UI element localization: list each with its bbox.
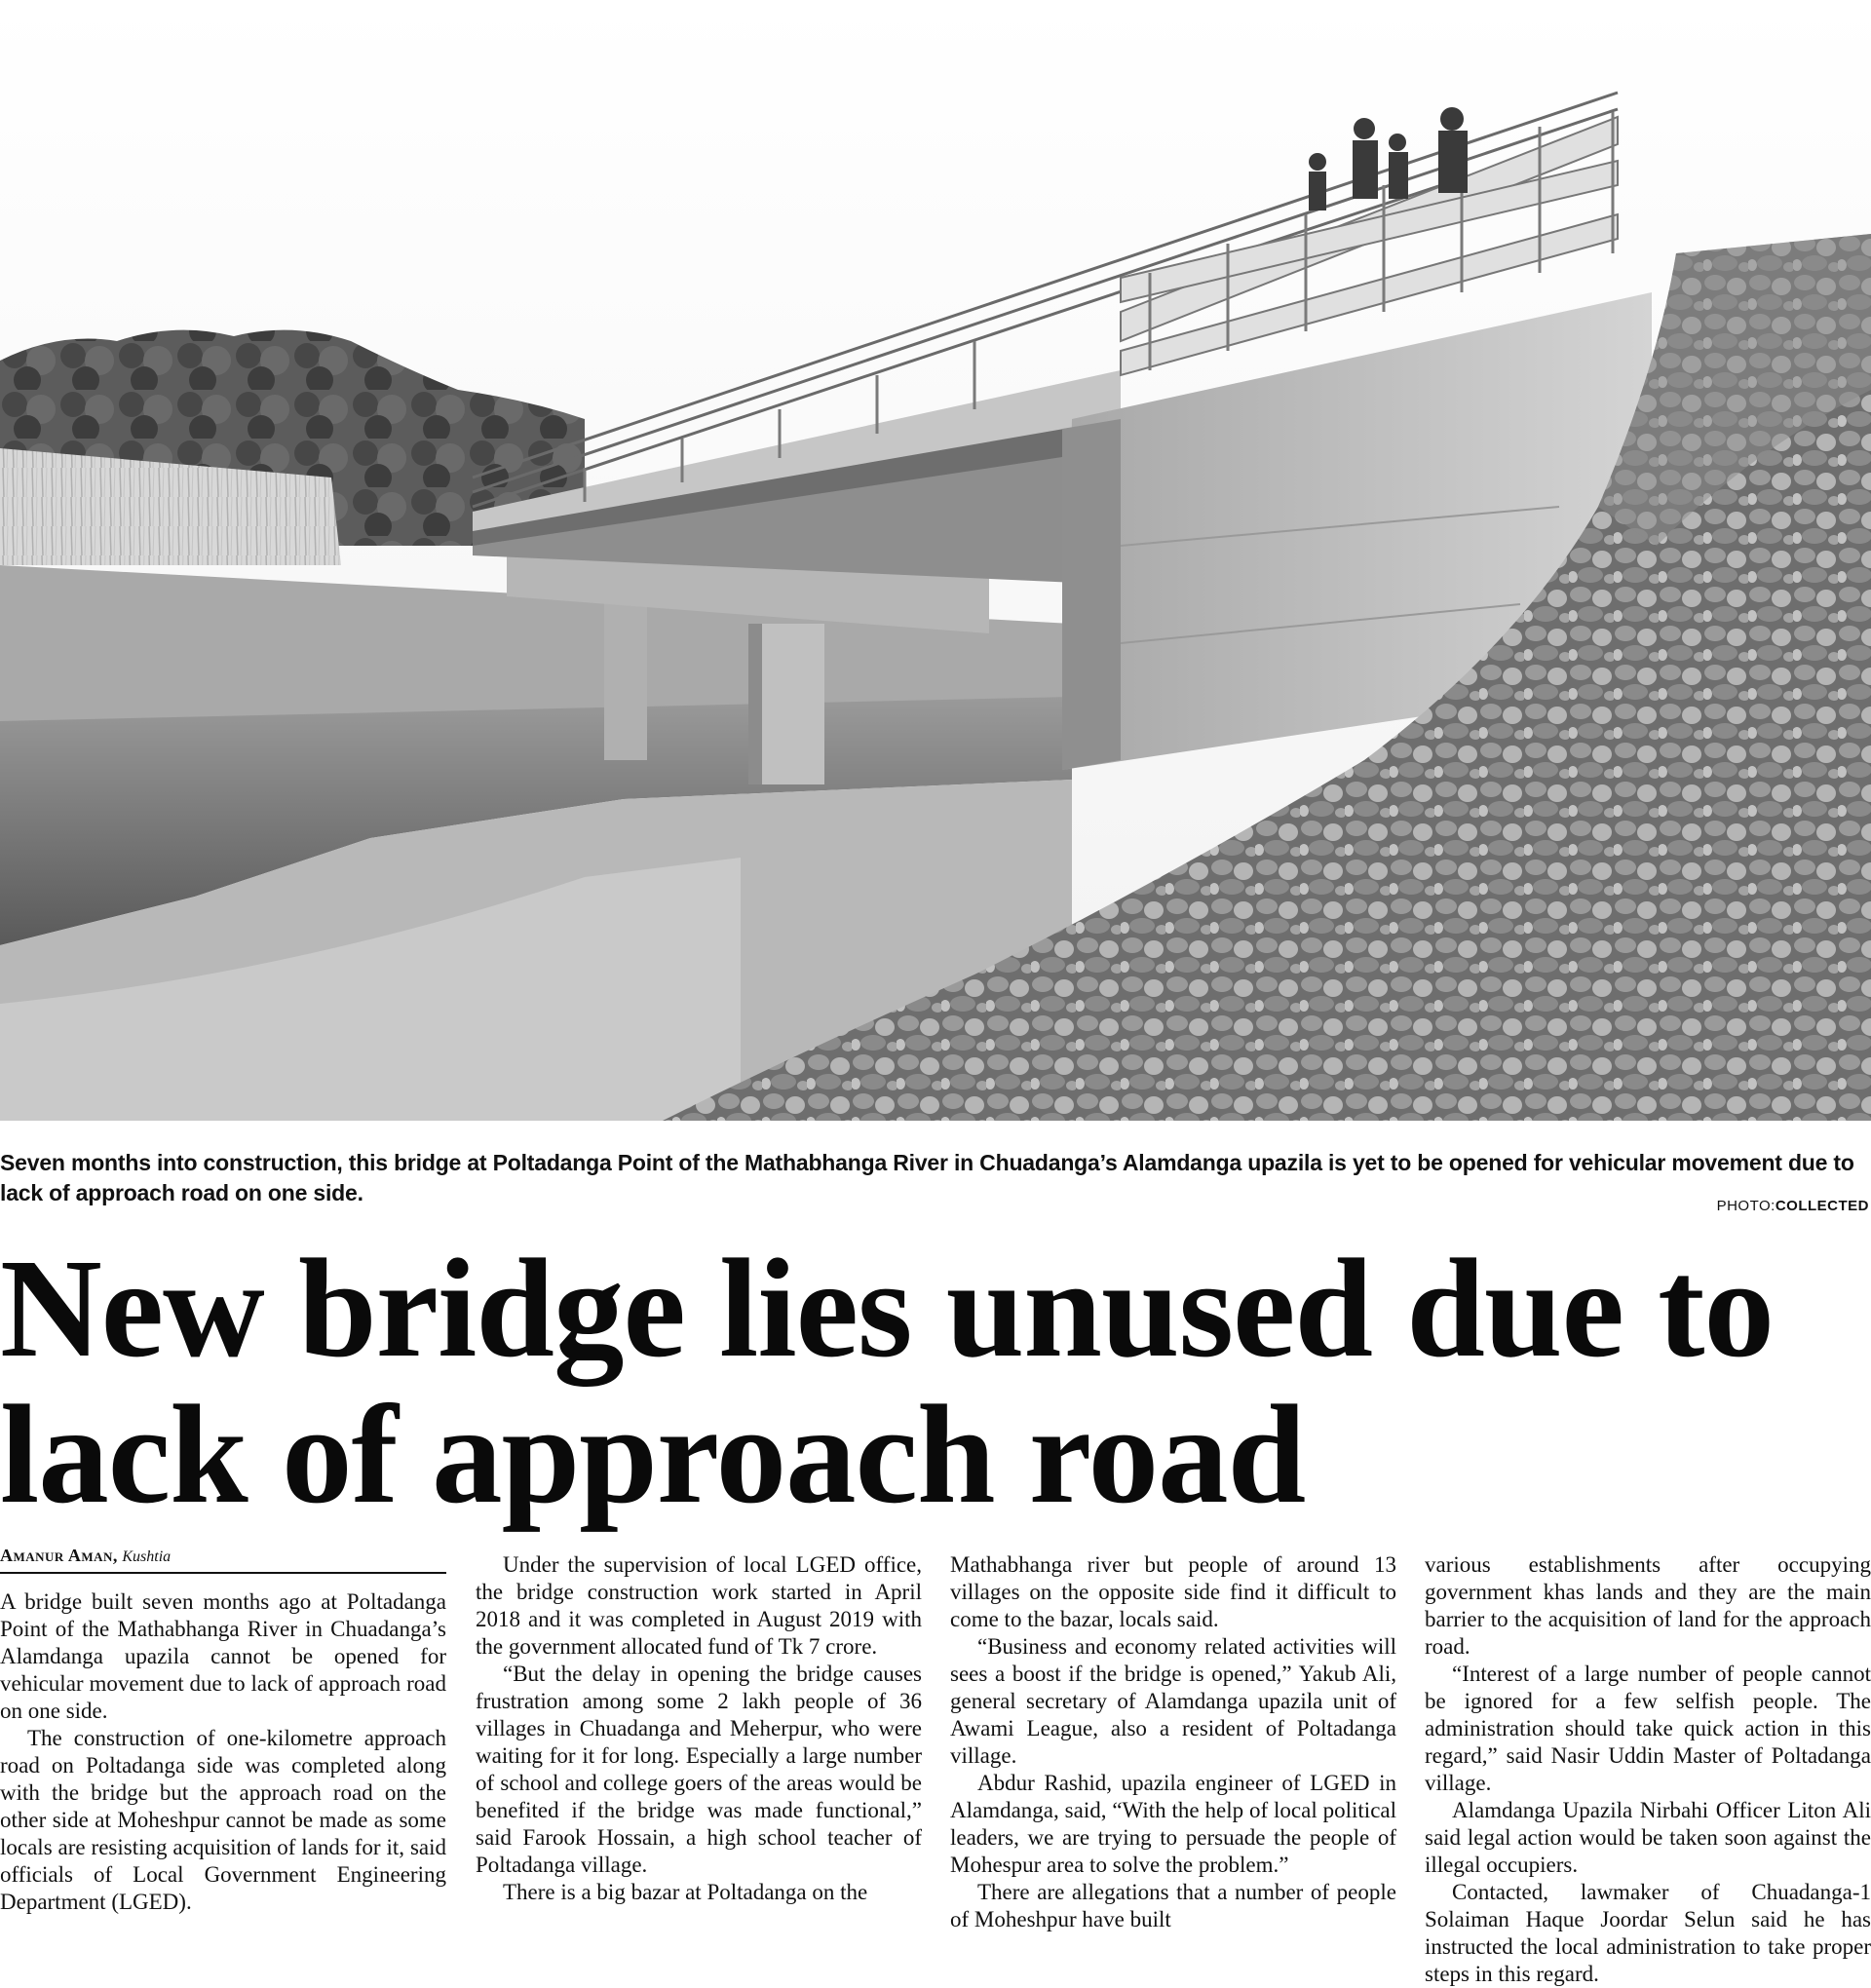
paragraph: “But the delay in opening the bridge causes frustration among some 2 lakh people of 36 villages in Chuadanga and Meherpur, who were waiting for it for long. Especially a large number of school and college goers of the areas would be benefited if the bridge was made functional,” said Farook Hossain, a high school teacher of Poltadanga village. xyxy=(476,1662,922,1877)
paragraph: Abdur Rashid, upazila engineer of LGED in Alamdanga, said, “With the help of local political leaders, we are trying to persuade the people of Mohespur area to solve the problem.” xyxy=(950,1771,1396,1877)
paragraph: various establishments after occupying government khas lands and they are the main barrier to the acquisition of land for the approach road. xyxy=(1425,1552,1871,1659)
article-column-2 xyxy=(476,1551,922,1906)
photo-credit-source: COLLECTED xyxy=(1775,1198,1869,1214)
byline-place: Kushtia xyxy=(122,1548,172,1565)
article-column-3 xyxy=(950,1551,1396,1933)
paragraph: Mathabhanga river but people of around 13 villages on the opposite side find it difficult to come to the bazar, locals said. xyxy=(950,1552,1396,1631)
paragraph: There is a big bazar at Poltadanga on the xyxy=(503,1880,868,1904)
paragraph: Alamdanga Upazila Nirbahi Officer Liton Ali said legal action would be taken soon against the illegal occupiers. xyxy=(1425,1798,1871,1877)
photo-credit xyxy=(1717,1198,1869,1214)
byline-author: Amanur Aman, xyxy=(0,1546,118,1565)
article-column-1 xyxy=(0,1588,446,1916)
headline xyxy=(0,1231,1871,1533)
photo-caption: Seven months into construction, this bridge at Poltadanga Point of the Mathabhanga River in Chuadanga’s Alamdanga upazila is yet to be opened for vehicular movement due to lack of approach road on one side. xyxy=(0,1150,1854,1205)
paragraph: Under the supervision of local LGED office, the bridge construction work started in April 2018 and it was completed in August 2019 with the government allocated fund of Tk 7 crore. xyxy=(476,1552,922,1659)
paragraph: Contacted, lawmaker of Chuadanga-1 Solaiman Haque Joordar Selun said he has instructed the local administration to take proper steps in this regard. xyxy=(1425,1880,1871,1986)
headline-line-1: New bridge lies unused due to xyxy=(0,1231,1774,1387)
headline-line-2: lack of approach road xyxy=(0,1377,1306,1533)
paragraph: “Business and economy related activities will sees a boost if the bridge is opened,” Yakub Ali, general secretary of Alamdanga upazila unit of Awami League, also a resident of Poltadanga village. xyxy=(950,1634,1396,1768)
article-column-4 xyxy=(1425,1551,1871,1988)
paragraph: The construction of one-kilometre approach road on Poltadanga side was completed along with the bridge but the approach road on the other side at Moheshpur cannot be made as some locals are resisting acquisition of lands for it, said officials of Local Government Engineering Department (LGED). xyxy=(0,1726,446,1914)
paragraph: There are allegations that a number of people of Moheshpur have built xyxy=(950,1880,1396,1931)
paragraph: A bridge built seven months ago at Poltadanga Point of the Mathabhanga River in Chuadanga’s Alamdanga upazila cannot be opened for vehicular movement due to lack of approach road on one side. xyxy=(0,1589,446,1723)
paragraph: “Interest of a large number of people cannot be ignored for a few selfish people. The administration should take quick action in this regard,” said Nasir Uddin Master of Poltadanga village. xyxy=(1425,1662,1871,1795)
photo-credit-prefix: PHOTO: xyxy=(1716,1198,1776,1214)
byline xyxy=(0,1546,446,1574)
